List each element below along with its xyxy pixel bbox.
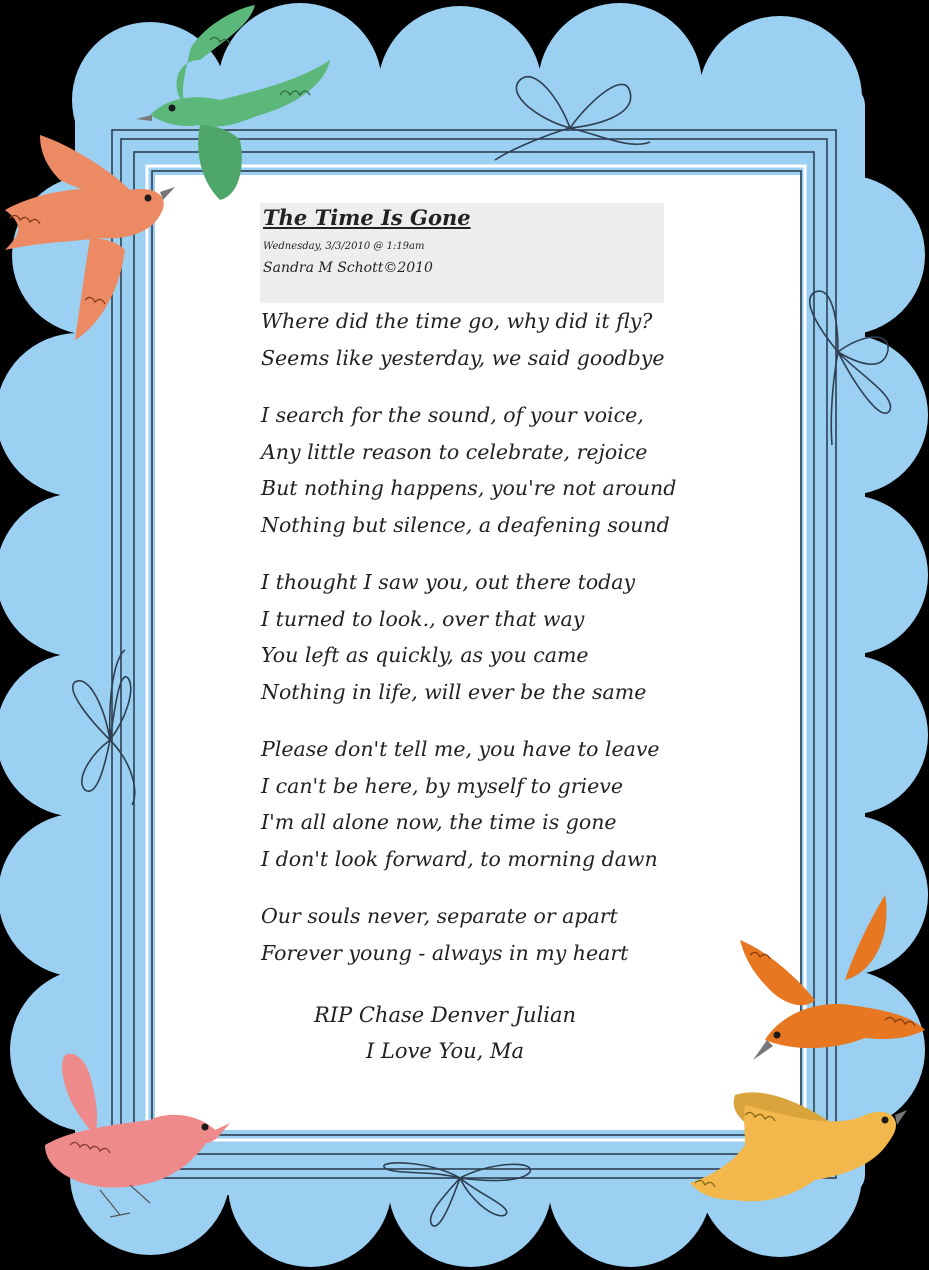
dedication: [230, 997, 660, 1069]
poem-line: Where did the time go, why did it fly?: [261, 309, 653, 333]
poem-line: I thought I saw you, out there today: [261, 570, 636, 594]
stanza: [261, 397, 731, 543]
poem-line: Nothing in life, will ever be the same: [261, 679, 647, 704]
orange-bird-icon: [735, 890, 929, 1070]
poem-line: Forever young - always in my heart: [261, 940, 629, 965]
pink-bird-icon: [40, 1045, 235, 1220]
poem-body: [261, 303, 731, 992]
salmon-bird-icon: [0, 130, 180, 345]
poem-author: Sandra M Schott©2010: [263, 260, 433, 276]
poem-title: The Time Is Gone: [263, 205, 471, 230]
poem-line: I'm all alone now, the time is gone: [261, 810, 617, 834]
poem-line: I don't look forward, to morning dawn: [261, 846, 658, 871]
stanza: [261, 731, 731, 877]
poem-line: I turned to look., over that way: [261, 606, 585, 631]
stanza: [261, 898, 731, 971]
poem-line: Seems like yesterday, we said goodbye: [261, 345, 665, 370]
poem-line: I can't be here, by myself to grieve: [261, 773, 623, 798]
poem-line: But nothing happens, you're not around: [261, 476, 677, 500]
poem-line: You left as quickly, as you came: [261, 643, 589, 667]
stanza: [261, 303, 731, 376]
poem-line: Please don't tell me, you have to leave: [261, 737, 660, 761]
dedication-line-rip: RIP Chase Denver Julian: [313, 1003, 577, 1027]
dedication-line-love: I Love You, Ma: [365, 1039, 525, 1063]
poem-line: I search for the sound, of your voice,: [261, 403, 644, 427]
poem-date: Wednesday, 3/3/2010 @ 1:19am: [263, 241, 425, 252]
poem-line: Any little reason to celebrate, rejoice: [261, 439, 648, 464]
stanza: [261, 564, 731, 710]
yellow-bird-icon: [685, 1075, 910, 1215]
poem-line: Nothing but silence, a deafening sound: [261, 512, 670, 537]
poem-line: Our souls never, separate or apart: [261, 904, 618, 928]
